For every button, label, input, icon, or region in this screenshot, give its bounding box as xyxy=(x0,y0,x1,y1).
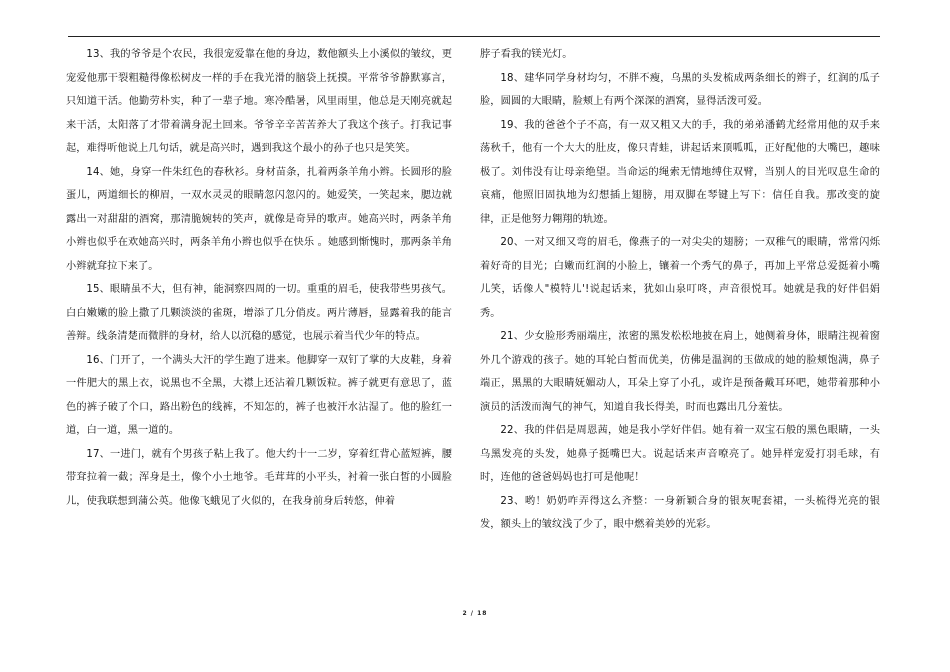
paragraph-19: 19、我的爸爸个子不高，有一双又粗又大的手，我的弟弟潘鹤尤经常用他的双手来荡秋千，他有一个大大的肚皮，像只青蛙，讲起话来顶呱呱，正好配他的大嘴巴，趣味极了。刘伟没有让母亲绝望。当命运的绳索无情地缚住双臂，当别人的目光叹息生命的哀痛，他照旧固执地为幻想插上翅膀，用双脚在琴键上写下：信任自我。那改变的旋律，正是他努力翱翔的轨迹。 xyxy=(480,119,880,225)
paragraph-22: 22、我的伴侣是周恩茜，她是我小学好伴侣。她有着一双宝石般的黑色眼睛，一头乌黑发亮的头发，她鼻子挺嘴巴大。说起话来声音嘹亮了。她异样宠爱打羽毛球，有时，连他的爸爸妈妈也打可是他呢！ xyxy=(480,425,880,483)
paragraph-13: 13、我的爷爷是个农民，我很宠爱靠在他的身边，数他额头上小溪似的皱纹，更宠爱他那干裂粗糙得像松树皮一样的手在我光滑的脑袋上抚摸。平常爷爷静默寡言，只知道干活。他勤劳朴实，种了一辈子地。寒冷酷暑，风里雨里，他总是天刚亮就起来干活，太阳落了才带着满身泥土回来。爷爷辛辛苦苦养大了我这个孩子。打我记事起，难得听他说上几句话，就是高兴时，遇到我这个最小的孙子也只是笑笑。 xyxy=(66,49,452,154)
right-column xyxy=(480,43,880,537)
paragraph-23: 23、哟！奶奶咋弄得这么齐整：一身新颖合身的银灰呢套裙，一头梳得光亮的银发，额头上的皱纹浅了少了，眼中燃着美妙的光彩。 xyxy=(480,495,880,530)
paragraph-20: 20、一对又细又弯的眉毛，像燕子的一对尖尖的翅膀；一双稚气的眼睛，常常闪烁着好奇的目光；白嫩而红润的小脸上，镶着一个秀气的鼻子，再加上平常总爱挺着小嘴儿笑，话像人"模特儿'!说起话来，犹如山泉叮咚，声音很悦耳。她就是我的好伴侣娟秀。 xyxy=(480,237,880,319)
left-column xyxy=(66,43,452,513)
paragraph-14: 14、她，身穿一件朱红色的春秋衫。身材苗条，扎着两条羊角小辫。长圆形的脸蛋儿，两道细长的柳眉，一双水灵灵的眼睛忽闪忽闪的。她爱笑，一笑起来，腮边就露出一对甜甜的酒窝，那清脆婉转的笑声，就像是奇异的歌声。她高兴时，两条羊角小辫也似乎在欢她高兴时，两条羊角小辫也似乎在快乐 。她感到惭愧时，那两条羊角小辫就耷拉下来了。 xyxy=(66,166,452,272)
page-number: 2 / 18 xyxy=(462,610,488,617)
paragraph-17-continued: 脖子看我的镁光灯。 xyxy=(480,49,573,60)
top-rule xyxy=(68,36,880,37)
paragraph-21: 21、少女脸形秀丽端庄，浓密的黑发松松地披在肩上，她侧着身体，眼睛注视着窗外几个游戏的孩子。她的耳轮白皙而优美，仿佛是温润的玉做成的她的脸颊饱满，鼻子端正，黑黑的大眼睛妩媚动人，耳朵上穿了小孔，或许是预备戴耳环吧，她带着那种小演员的活泼而淘气的神气，知道自我长得美，时而也露出几分羞怯。 xyxy=(480,331,880,413)
paragraph-17: 17、一进门，就有个男孩子粘上我了。他大约十一二岁，穿着红背心蓝短裤，腰带耷拉着一截；浑身是土，像个小土地爷。毛茸茸的小平头，衬着一张白皙的小圆脸儿，使我联想到蒲公英。他像飞蛾见了火似的，在我身前身后转悠，伸着 xyxy=(66,448,452,507)
paragraph-16: 16、门开了，一个满头大汗的学生跑了进来。他脚穿一双钉了掌的大皮鞋，身着一件肥大的黑上衣，说黑也不全黑，大襟上还沾着几颗饭粒。裤子就更有意思了，蓝色的裤子破了个口，路出粉色的线裤，不知怎的，裤子也被汗水沾湿了。他的脸红一道，白一道，黑一道的。 xyxy=(66,354,452,436)
paragraph-18: 18、建华同学身材均匀，不胖不瘦，乌黑的头发梳成两条细长的辫子，红润的瓜子脸，圆圆的大眼睛，脸颊上有两个深深的酒窝，显得活泼可爱。 xyxy=(480,72,880,107)
paragraph-15: 15、眼睛虽不大，但有神，能洞察四周的一切。重重的眉毛，使我带些男孩气。白白嫩嫩的脸上撒了几颗淡淡的雀斑，增添了几分俏皮。两片薄唇，显露着我的能言善辩。线条清楚而微胖的身材，给人以沉稳的感觉，也展示着当代少年的特点。 xyxy=(66,284,452,342)
